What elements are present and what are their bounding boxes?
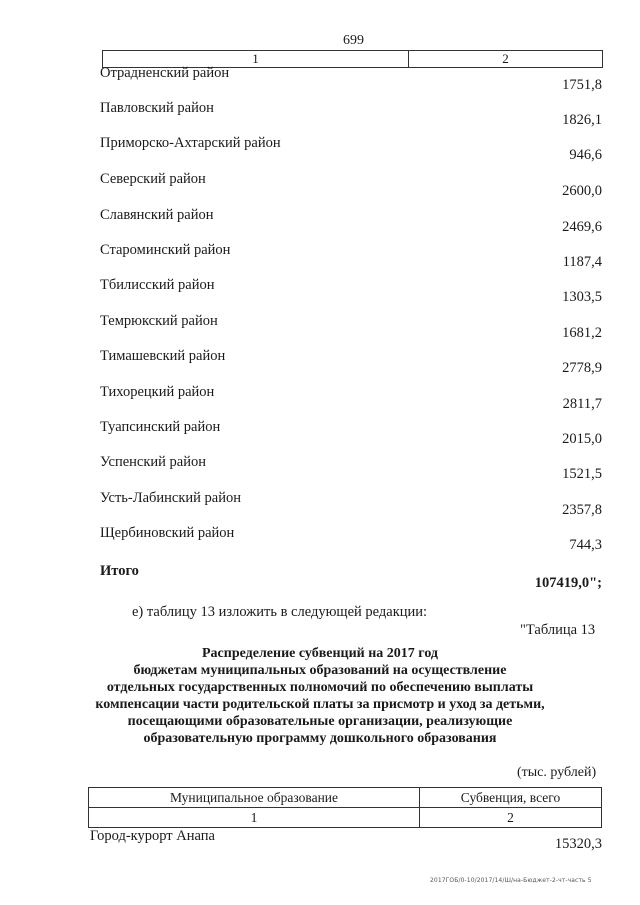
total-label: Итого [100,563,139,579]
district-name: Тихорецкий район [100,384,215,400]
table13-num-col1: 1 [89,808,420,827]
district-value: 2469,6 [562,219,602,235]
district-value: 2357,8 [562,502,602,518]
district-value: 1751,8 [562,77,602,93]
table13-row-name: Город-курорт Анапа [90,828,215,844]
district-name: Павловский район [100,100,214,116]
title-line: бюджетам муниципальных образований на осуществление [133,663,507,678]
district-value: 2811,7 [562,396,602,412]
district-value: 946,6 [569,147,602,163]
district-value: 2015,0 [562,431,602,447]
district-row [100,207,602,235]
district-name: Славянский район [100,207,214,223]
district-value: 1521,5 [562,466,602,482]
table-title [0,645,640,747]
district-name: Тбилисский район [100,277,215,293]
table13-header-subvention: Субвенция, всего [460,789,561,805]
total-row [100,563,602,591]
amendment-instruction: е) таблицу 13 изложить в следующей редакции: [132,604,428,620]
title-line: посещающими образовательные организации, реализующие [127,714,513,729]
district-name: Северский район [100,171,206,187]
district-row [100,277,602,305]
district-row [100,135,602,163]
district-name: Усть-Лабинский район [100,490,241,506]
table13-header [88,787,602,828]
title-line: Распределение субвенций на 2017 год [202,646,438,661]
table13-header-municipality: Муниципальное образование [89,788,420,807]
district-row [100,454,602,482]
district-value: 744,3 [569,537,602,553]
units-label: (тыс. рублей) [517,765,597,780]
district-name: Староминский район [100,242,231,258]
district-row [100,65,602,93]
district-row [100,525,602,553]
district-name: Щербиновский район [100,525,235,541]
title-line: образовательную программу дошкольного образования [143,731,497,746]
district-row [100,384,602,412]
district-row [100,419,602,447]
district-row [100,348,602,376]
title-line: компенсации части родительской платы за присмотр и уход за детьми, [95,697,545,712]
header-col1: 1 [103,51,409,67]
table13-row-value: 15320,3 [554,836,602,852]
title-line: отдельных государственных полномочий по обеспечению выплаты [106,680,534,695]
footer-stamp: 2017ГОБ/0-10/2017/14/Ш/на-Бюджет-2-чт-часть 5 [430,877,592,884]
district-value: 1681,2 [562,325,602,341]
district-name: Отрадненский район [100,65,230,81]
table-reference: "Таблица 13 [520,622,596,638]
district-row [100,171,602,199]
district-row [100,313,602,341]
table13-num-col2: 2 [507,809,514,825]
district-value: 1187,4 [562,254,602,270]
header-col2: 2 [502,51,509,66]
page-number: 699 [343,33,364,48]
district-name: Темрюкский район [100,313,218,329]
district-name: Успенский район [100,454,206,470]
district-value: 1826,1 [562,112,602,128]
total-value: 107419,0"; [534,575,602,591]
district-row [100,242,602,270]
district-name: Тимашевский район [100,348,226,364]
district-value: 2778,9 [562,360,602,376]
district-name: Туапсинский район [100,419,221,435]
district-name: Приморско-Ахтарский район [100,135,281,151]
district-value: 2600,0 [562,183,602,199]
district-value: 1303,5 [562,289,602,305]
district-row [100,490,602,518]
district-row [100,100,602,128]
